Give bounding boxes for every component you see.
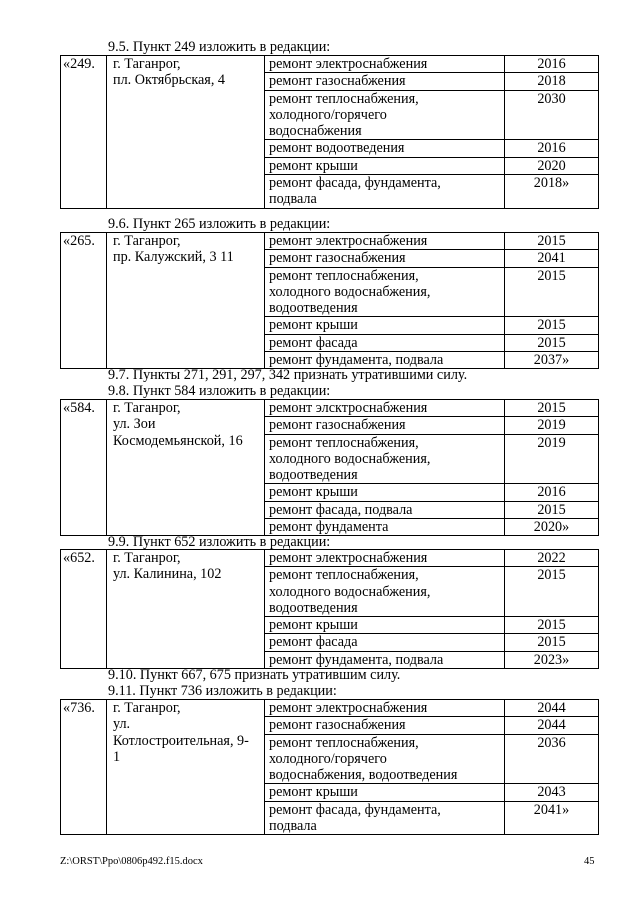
address-line: ул. Калинина, 102 <box>113 566 222 583</box>
work-line: ремонт фундамента, подвала <box>269 352 444 369</box>
work-line: ремонт фасада <box>269 634 358 651</box>
work-year: 2044 <box>505 717 599 734</box>
work-type <box>265 717 505 734</box>
work-line: ремонт крыши <box>269 617 358 634</box>
work-type <box>265 434 505 484</box>
work-year: 2015 <box>505 634 599 651</box>
work-line: ремонт фасада <box>269 334 358 351</box>
work-year: 2019 <box>505 417 599 434</box>
work-type <box>265 233 505 250</box>
item-address <box>107 56 265 209</box>
work-type <box>265 334 505 351</box>
item-address <box>107 550 265 669</box>
work-line: водоснабжения <box>269 123 362 140</box>
work-year: 2015 <box>505 267 599 317</box>
address-line: г. Таганрог, <box>113 550 181 566</box>
table-row <box>61 56 599 73</box>
paragraph-9-11: 9.11. Пункт 736 изложить в редакции: <box>108 683 337 699</box>
table-row <box>61 550 599 567</box>
work-line: ремонт электроснабжения <box>269 56 428 72</box>
work-year: 2015 <box>505 233 599 250</box>
work-line: ремонт фасада, подвала <box>269 501 413 518</box>
work-type <box>265 140 505 157</box>
work-type <box>265 90 505 140</box>
table-row <box>61 700 599 717</box>
item-address <box>107 233 265 369</box>
work-year: 2015 <box>505 501 599 518</box>
paragraph-9-9: 9.9. Пункт 652 изложить в редакции: <box>108 534 331 550</box>
table-item-584 <box>60 399 599 536</box>
work-line: подвала <box>269 191 317 208</box>
work-year: 2018 <box>505 73 599 90</box>
address-line: ул. <box>113 716 131 733</box>
work-line: водоотведения <box>269 467 358 484</box>
work-type <box>265 567 505 617</box>
work-year: 2023» <box>505 651 599 668</box>
footer-file-path: Z:\ORST\Ppo\0806p492.f15.docx <box>60 856 203 867</box>
work-type <box>265 56 505 73</box>
work-year: 2015 <box>505 567 599 617</box>
work-type <box>265 175 505 209</box>
work-year: 2016 <box>505 484 599 501</box>
work-line: ремонт фасада, фундамента, <box>269 175 441 192</box>
work-line: подвала <box>269 818 317 835</box>
item-number: «584. <box>61 400 107 536</box>
work-type <box>265 250 505 267</box>
work-type <box>265 317 505 334</box>
work-year: 2016 <box>505 140 599 157</box>
work-year: 2020 <box>505 157 599 174</box>
work-line: водоотведения <box>269 599 358 616</box>
work-year: 2036 <box>505 734 599 784</box>
address-line: г. Таганрог, <box>113 56 181 72</box>
address-line: г. Таганрог, <box>113 700 181 716</box>
work-year: 2019 <box>505 434 599 484</box>
work-year: 2015 <box>505 334 599 351</box>
item-number: «265. <box>61 233 107 369</box>
work-line: ремонт крыши <box>269 484 358 501</box>
footer-page-number: 45 <box>584 856 595 867</box>
work-line: ремонт теплоснабжения, <box>269 267 419 284</box>
work-type <box>265 634 505 651</box>
work-line: водоотведения <box>269 300 358 317</box>
work-type <box>265 417 505 434</box>
work-year: 2037» <box>505 352 599 369</box>
work-year: 2015 <box>505 400 599 417</box>
work-line: ремонт крыши <box>269 157 358 174</box>
work-year: 2016 <box>505 56 599 73</box>
work-year: 2041 <box>505 250 599 267</box>
work-type <box>265 73 505 90</box>
work-line: ремонт теплоснабжения, <box>269 734 419 751</box>
work-type <box>265 734 505 784</box>
address-line: 1 <box>113 748 121 765</box>
work-type <box>265 267 505 317</box>
work-line: ремонт крыши <box>269 784 358 801</box>
work-year: 2030 <box>505 90 599 140</box>
table-row <box>61 400 599 417</box>
item-address <box>107 700 265 835</box>
work-line: холодного водоснабжения, <box>269 450 431 467</box>
work-line: ремонт газоснабжения <box>269 717 406 734</box>
work-year: 2022 <box>505 550 599 567</box>
work-line: ремонт элсктроснабжения <box>269 400 428 416</box>
work-type <box>265 484 505 501</box>
work-line: ремонт электроснабжения <box>269 233 428 249</box>
work-type <box>265 651 505 668</box>
work-line: ремонт газоснабжения <box>269 417 406 434</box>
work-line: ремонт крыши <box>269 317 358 334</box>
address-line: г. Таганрог, <box>113 400 181 416</box>
work-type <box>265 700 505 717</box>
paragraph-9-8: 9.8. Пункт 584 изложить в редакции: <box>108 383 331 399</box>
item-number: «736. <box>61 700 107 835</box>
work-type <box>265 617 505 634</box>
work-type <box>265 550 505 567</box>
work-line: холодного водоснабжения, <box>269 283 431 300</box>
work-line: ремонт газоснабжения <box>269 73 406 90</box>
work-year: 2018» <box>505 175 599 209</box>
paragraph-9-10: 9.10. Пункт 667, 675 признать утратившим силу. <box>108 667 401 683</box>
table-item-652 <box>60 549 599 669</box>
work-line: ремонт электроснабжения <box>269 550 428 566</box>
work-line: холодного водоснабжения, <box>269 583 431 600</box>
address-line: пл. Октябрьская, 4 <box>113 72 226 89</box>
item-address <box>107 400 265 536</box>
work-line: ремонт теплоснабжения, <box>269 90 419 107</box>
table-row <box>61 233 599 250</box>
work-line: ремонт газоснабжения <box>269 250 406 267</box>
table-item-736 <box>60 699 599 835</box>
address-line: ул. Зои <box>113 416 156 433</box>
work-type <box>265 157 505 174</box>
address-line: г. Таганрог, <box>113 233 181 249</box>
work-year: 2015 <box>505 617 599 634</box>
work-line: водоснабжения, водоотведения <box>269 767 458 784</box>
work-year: 2041» <box>505 801 599 835</box>
item-number: «652. <box>61 550 107 669</box>
table-item-249 <box>60 55 599 209</box>
work-line: ремонт теплоснабжения, <box>269 434 419 451</box>
paragraph-9-7: 9.7. Пункты 271, 291, 297, 342 признать утратившими силу. <box>108 367 468 383</box>
work-line: ремонт фундамента, подвала <box>269 651 444 668</box>
paragraph-9-6: 9.6. Пункт 265 изложить в редакции: <box>108 216 331 232</box>
work-year: 2043 <box>505 784 599 801</box>
work-line: ремонт фасада, фундамента, <box>269 801 441 818</box>
work-type <box>265 501 505 518</box>
work-year: 2044 <box>505 700 599 717</box>
item-number: «249. <box>61 56 107 209</box>
work-line: холодного/горячего <box>269 750 387 767</box>
work-line: ремонт электроснабжения <box>269 700 428 716</box>
work-type <box>265 784 505 801</box>
work-type <box>265 801 505 835</box>
work-line: холодного/горячего <box>269 106 387 123</box>
work-line: ремонт фундамента <box>269 519 389 536</box>
work-line: ремонт водоотведения <box>269 140 405 157</box>
paragraph-9-5: 9.5. Пункт 249 изложить в редакции: <box>108 39 331 55</box>
work-line: ремонт теплоснабжения, <box>269 567 419 584</box>
table-item-265 <box>60 232 599 369</box>
work-year: 2015 <box>505 317 599 334</box>
address-line: Котлостроительная, 9- <box>113 732 249 749</box>
address-line: пр. Калужский, 3 11 <box>113 249 234 266</box>
address-line: Космодемьянской, 16 <box>113 432 243 449</box>
work-type <box>265 400 505 417</box>
work-year: 2020» <box>505 519 599 536</box>
